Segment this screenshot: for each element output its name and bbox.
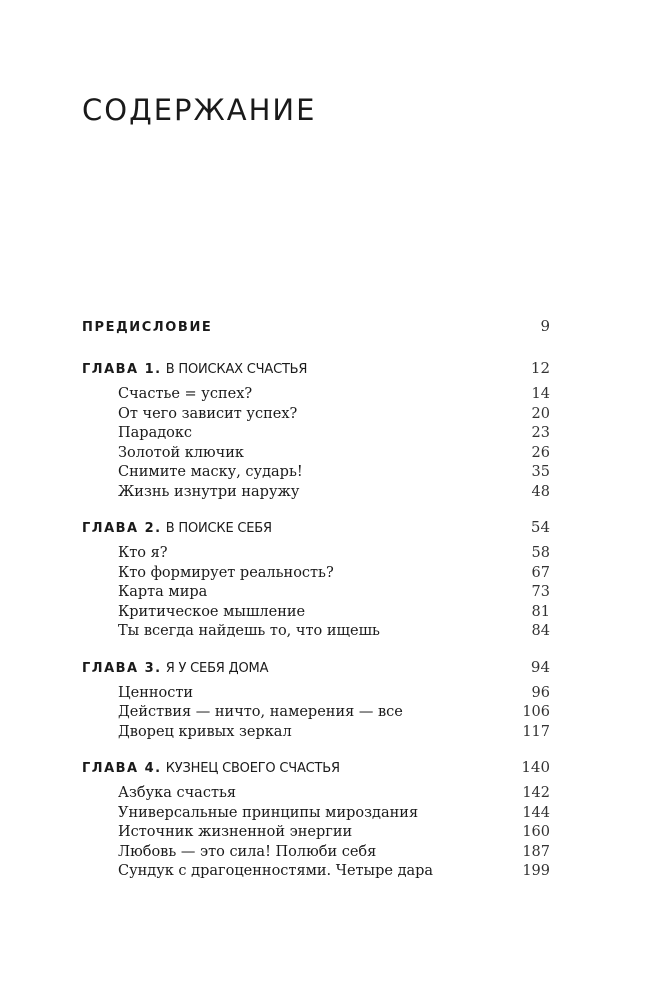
section-page-number: 144 — [522, 804, 550, 821]
section-title: Сундук с драгоценностями. Четыре дара — [118, 863, 434, 879]
section-page-number: 67 — [531, 564, 550, 581]
section-page-number: 23 — [531, 425, 550, 441]
chapter-page-number: 54 — [530, 518, 550, 536]
section-title: Универсальные принципы мироздания — [118, 804, 419, 821]
section-page-number: 14 — [531, 386, 550, 402]
section-page-number: 35 — [531, 464, 550, 480]
section-page-number: 199 — [522, 863, 550, 879]
section-title: Действия — ничто, намерения — все — [118, 704, 403, 720]
chapter-title: В ПОИСКЕ СЕБЯ — [165, 521, 272, 536]
section-page-number: 58 — [531, 545, 550, 561]
section-title: Дворец кривых зеркал — [118, 723, 292, 740]
toc-entry-preface[interactable] — [82, 315, 550, 337]
section-page-number: 81 — [531, 603, 550, 620]
chapter-page-number: 12 — [530, 359, 550, 377]
chapter-3 — [82, 656, 550, 743]
section-title: Критическое мышление — [118, 603, 306, 620]
section-page-number: 26 — [531, 444, 550, 461]
section-page-number: 160 — [522, 824, 550, 840]
chapter-number: ГЛАВА 2. — [82, 521, 162, 536]
section-page-number: 48 — [531, 483, 550, 500]
toc-entry-section[interactable] — [82, 843, 550, 863]
section-title: Источник жизненной энергии — [118, 824, 353, 840]
section-title: Снимите маску, сударь! — [118, 464, 303, 480]
toc-entry-section[interactable] — [82, 564, 550, 584]
toc-entry-section[interactable] — [82, 405, 550, 425]
section-title: Любовь — это сила! Полюби себя — [118, 843, 377, 860]
chapter-title: КУЗНЕЦ СВОЕГО СЧАСТЬЯ — [165, 761, 340, 776]
section-page-number: 20 — [531, 405, 550, 422]
toc-entry-section[interactable] — [82, 804, 550, 824]
toc-entry-section[interactable] — [82, 583, 550, 603]
toc-entry-section[interactable] — [82, 385, 550, 405]
section-page-number: 117 — [522, 723, 550, 740]
section-page-number: 96 — [531, 684, 550, 701]
chapter-2 — [82, 516, 550, 642]
toc-entry-section[interactable] — [82, 862, 550, 882]
toc-entry-chapter-3[interactable] — [82, 656, 550, 678]
toc-entry-section[interactable] — [82, 483, 550, 503]
chapter-title: Я У СЕБЯ ДОМА — [165, 660, 269, 676]
chapter-number: ГЛАВА 4. — [82, 761, 162, 776]
section-title: Золотой ключик — [118, 444, 244, 461]
toc-entry-section[interactable] — [82, 723, 550, 743]
toc-entry-chapter-4[interactable] — [82, 756, 550, 778]
chapter-4 — [82, 756, 550, 882]
section-page-number: 106 — [522, 704, 550, 720]
toc-entry-section[interactable] — [82, 703, 550, 723]
chapter-heading — [82, 658, 268, 680]
toc-entry-section[interactable] — [82, 544, 550, 564]
section-title: Карта мира — [118, 584, 208, 600]
chapter-page-number: 94 — [530, 657, 550, 676]
section-title: Жизнь изнутри наружу — [118, 483, 300, 500]
section-title: Парадокс — [118, 425, 193, 441]
toc-entry-section[interactable] — [82, 622, 550, 642]
toc-entry-section[interactable] — [82, 424, 550, 444]
preface-page-number: 9 — [540, 317, 550, 335]
page-title: СОДЕРЖАНИЕ — [82, 93, 317, 127]
preface-label: ПРЕДИСЛОВИЕ — [82, 320, 213, 335]
toc-entry-section[interactable] — [82, 444, 550, 464]
toc-entry-section[interactable] — [82, 463, 550, 483]
section-title: Ты всегда найдешь то, что ищешь — [118, 623, 380, 639]
chapter-number: ГЛАВА 1. — [82, 362, 162, 377]
chapter-1 — [82, 357, 550, 502]
section-title: От чего зависит успех? — [118, 405, 298, 422]
toc-entry-section[interactable] — [82, 603, 550, 623]
toc-entry-chapter-2[interactable] — [82, 516, 550, 538]
chapter-heading — [82, 758, 340, 780]
chapter-number: ГЛАВА 3. — [82, 660, 162, 676]
section-page-number: 187 — [522, 843, 550, 860]
section-page-number: 73 — [531, 584, 550, 600]
section-title: Счастье = успех? — [118, 386, 253, 402]
table-of-contents — [82, 315, 550, 896]
toc-entry-section[interactable] — [82, 784, 550, 804]
chapter-page-number: 140 — [521, 758, 550, 776]
chapter-heading — [82, 518, 272, 540]
section-page-number: 142 — [522, 785, 550, 801]
section-title: Ценности — [118, 684, 194, 701]
chapter-heading — [82, 359, 307, 381]
toc-entry-chapter-1[interactable] — [82, 357, 550, 379]
toc-entry-section[interactable] — [82, 823, 550, 843]
chapter-title: В ПОИСКАХ СЧАСТЬЯ — [165, 362, 308, 377]
section-title: Азбука счастья — [118, 785, 237, 801]
toc-entry-section[interactable] — [82, 684, 550, 704]
section-page-number: 84 — [531, 623, 550, 639]
section-title: Кто я? — [118, 545, 168, 561]
section-title: Кто формирует реальность? — [118, 564, 334, 581]
